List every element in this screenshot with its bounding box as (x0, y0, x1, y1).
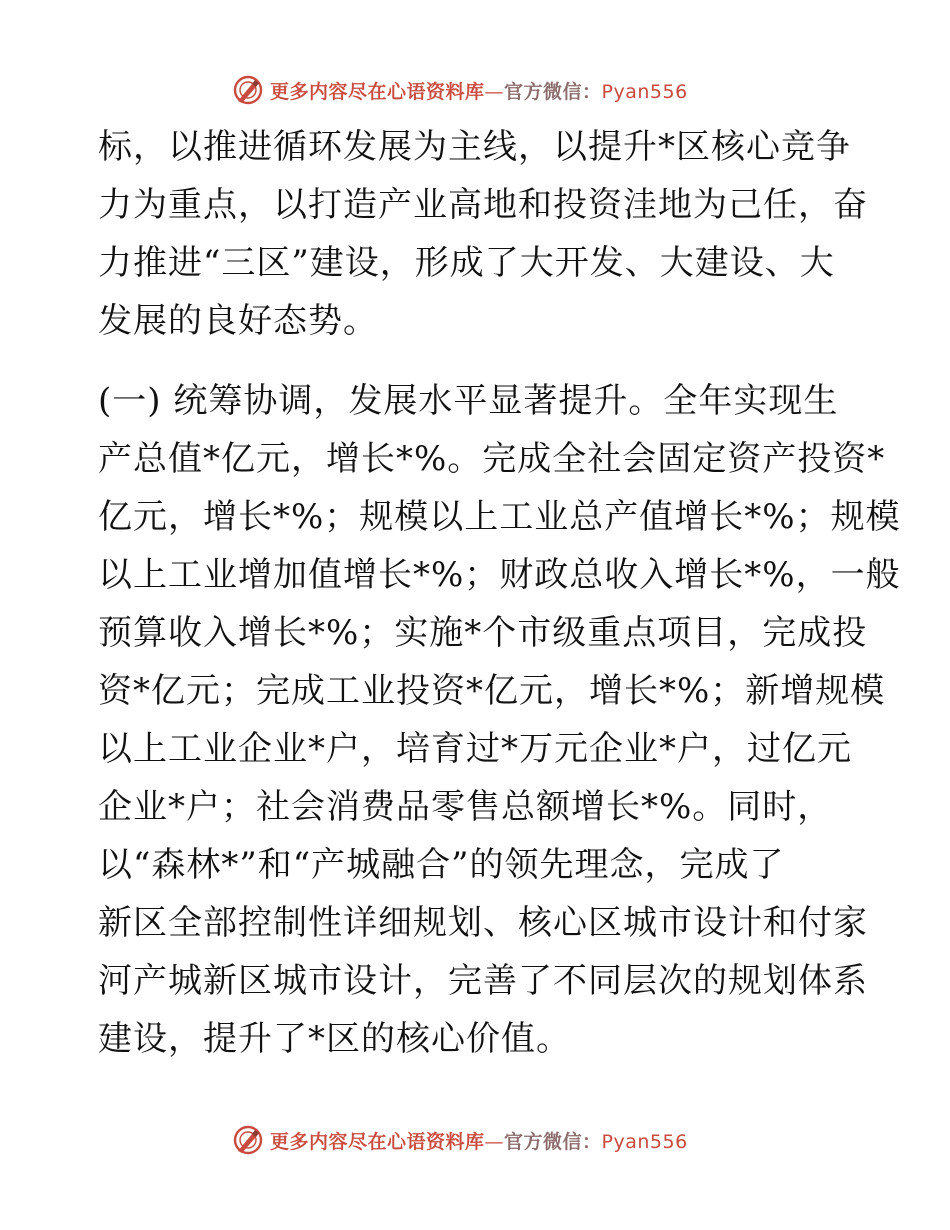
pen-logo-icon (232, 74, 264, 106)
text-line: 新区全部控制性详细规划、核心区城市设计和付家 (98, 903, 868, 943)
text-line: 河产城新区城市设计，完善了不同层次的规划体系 (98, 961, 868, 1001)
paragraph (98, 118, 868, 350)
text-line: 力为重点，以打造产业高地和投资洼地为己任，奋 (98, 185, 868, 225)
text-line: 发展的良好态势。 (98, 301, 378, 341)
text-line: 力推进“三区”建设，形成了大开发、大建设、大 (98, 243, 835, 283)
text-line: 以上工业增加值增长*%；财政总收入增长*%，一般 (98, 555, 901, 595)
paragraph (98, 372, 901, 1068)
text-line: 产总值*亿元，增长*%。完成全社会固定资产投资* (98, 439, 886, 479)
text-line: 预算收入增长*%；实施*个市级重点项目，完成投 (98, 613, 868, 653)
text-line: 建设，提升了*区的核心价值。 (98, 1019, 571, 1059)
footer-watermark (232, 1122, 688, 1158)
text-line: 资*亿元；完成工业投资*亿元，增长*%；新增规模 (98, 671, 886, 711)
text-line: 标，以推进循环发展为主线，以提升*区核心竞争 (98, 127, 851, 167)
text-line: (一) 统筹协调，发展水平显著提升。全年实现生 (98, 381, 839, 421)
text-line: 以上工业企业*户，培育过*万元企业*户，过亿元 (98, 729, 852, 769)
watermark-text: 更多内容尽在心语资料库—官方微信：Pyan556 (270, 80, 688, 103)
pen-logo-icon (232, 1124, 264, 1156)
text-line: 企业*户；社会消费品零售总额增长*%。同时， (98, 787, 833, 827)
document-body (98, 118, 901, 1068)
watermark-text: 更多内容尽在心语资料库—官方微信：Pyan556 (270, 1130, 688, 1153)
text-line: 亿元，增长*%；规模以上工业总产值增长*%；规模 (98, 497, 901, 537)
header-watermark (232, 72, 688, 108)
paragraph-spacer (98, 350, 858, 372)
text-line: 以“森林*”和“产城融合”的领先理念，完成了 (98, 845, 785, 885)
